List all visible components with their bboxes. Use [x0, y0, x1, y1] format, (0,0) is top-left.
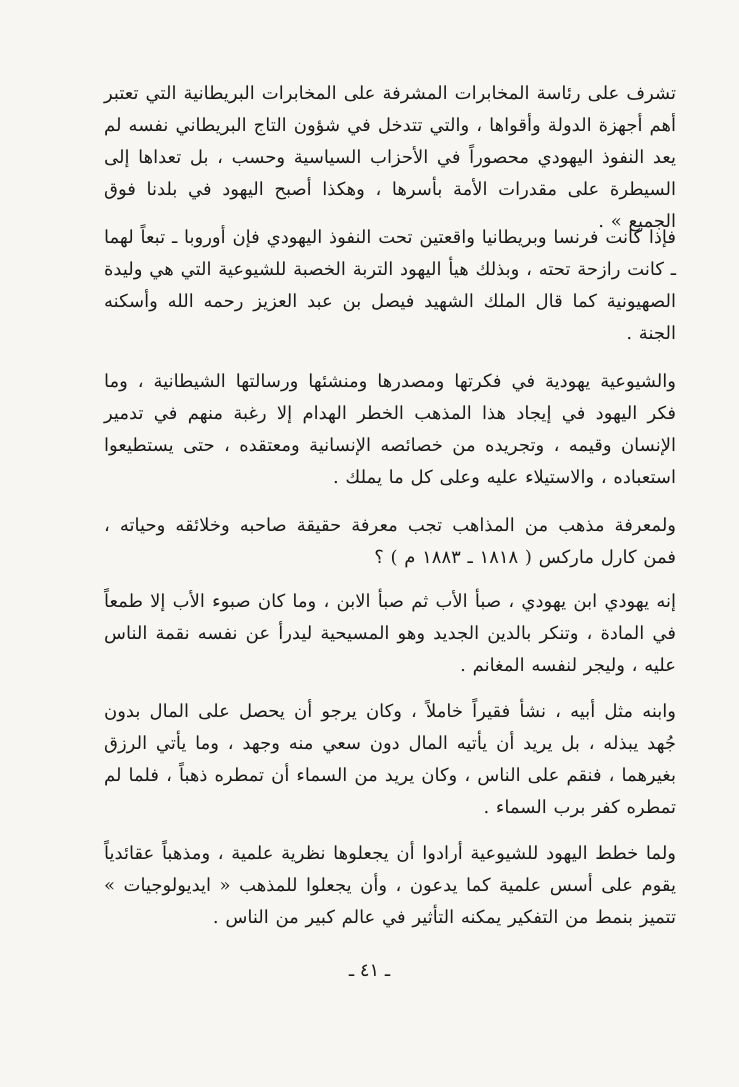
paragraph-communism: والشيوعية يهودية في فكرتها ومصدرها ومنشئها ورسالتها الشيطانية ، وما فكر اليهود في إيجاد هذا المذهب الخطر الهدام إلا رغبة منهم في تدمير الإنسان وقيمه ، وتجريده من خصائصه الإنسانية ومعتقده ، حتى يستطيعوا استعباده ، والاستيلاء عليه وعلى كل ما يملك .	[104, 371, 676, 488]
paragraph-europe: فإذا كانت فرنسا وبريطانيا واقعتين تحت النفوذ اليهودي فإن أوروبا ـ تبعاً لهما ـ كانت رازحة تحته ، وبذلك هيأ اليهود التربة الخصبة للشيوعية التي هي وليدة الصهيونية كما قال الملك الشهيد فيصل بن عبد العزيز رحمه الله وأسكنه الجنة .	[104, 227, 676, 344]
paragraph-marx-question: ولمعرفة مذهب من المذاهب تجب معرفة حقيقة صاحبه وخلائقه وحياته ، فمن كارل ماركس ( ١٨١٨ ـ ١٨٨٣ م ) ؟	[104, 515, 676, 568]
paragraph-marx-son: وابنه مثل أبيه ، نشأ فقيراً خاملاً ، وكان يرجو أن يحصل على المال بدون جُهد يبذله ، بل يريد أن يأتيه المال دون سعي منه وجهد ، وما يأتي الرزق بغيرهما ، فنقم على الناس ، وكان يريد من السماء أن تمطره ذهباً ، فلما لم تمطره كفر برب السماء .	[104, 701, 676, 818]
page-number: ـ ٤١ ـ	[348, 960, 391, 981]
paragraph-intelligence: تشرف على رئاسة المخابرات المشرفة على المخابرات البريطانية التي تعتبر أهم أجهزة الدولة وأقواها ، والتي تتدخل في شؤون التاج البريطاني نفسه لم يعد النفوذ اليهودي محصوراً في الأحزاب السياسية وحسب ، بل تعداها إلى السيطرة على مقدرات الأمة بأسرها ، وهكذا أصبح اليهود في بلدنا فوق الجميع » .	[104, 83, 676, 232]
paragraph-marx-origin: إنه يهودي ابن يهودي ، صبأ الأب ثم صبأ الابن ، وما كان صبوء الأب إلا طمعاً في المادة ، وتنكر بالدين الجديد وهو المسيحية ليدرأ عن نفسه نقمة الناس عليه ، وليجر لنفسه المغانم .	[104, 591, 676, 676]
paragraph-ideology: ولما خطط اليهود للشيوعية أرادوا أن يجعلوها نظرية علمية ، ومذهباً عقائدياً يقوم على أسس علمية كما يدعون ، وأن يجعلوا للمذهب « ايديولوجيات » تتميز بنمط من التفكير يمكنه التأثير في عالم كبير من الناس .	[104, 843, 676, 928]
